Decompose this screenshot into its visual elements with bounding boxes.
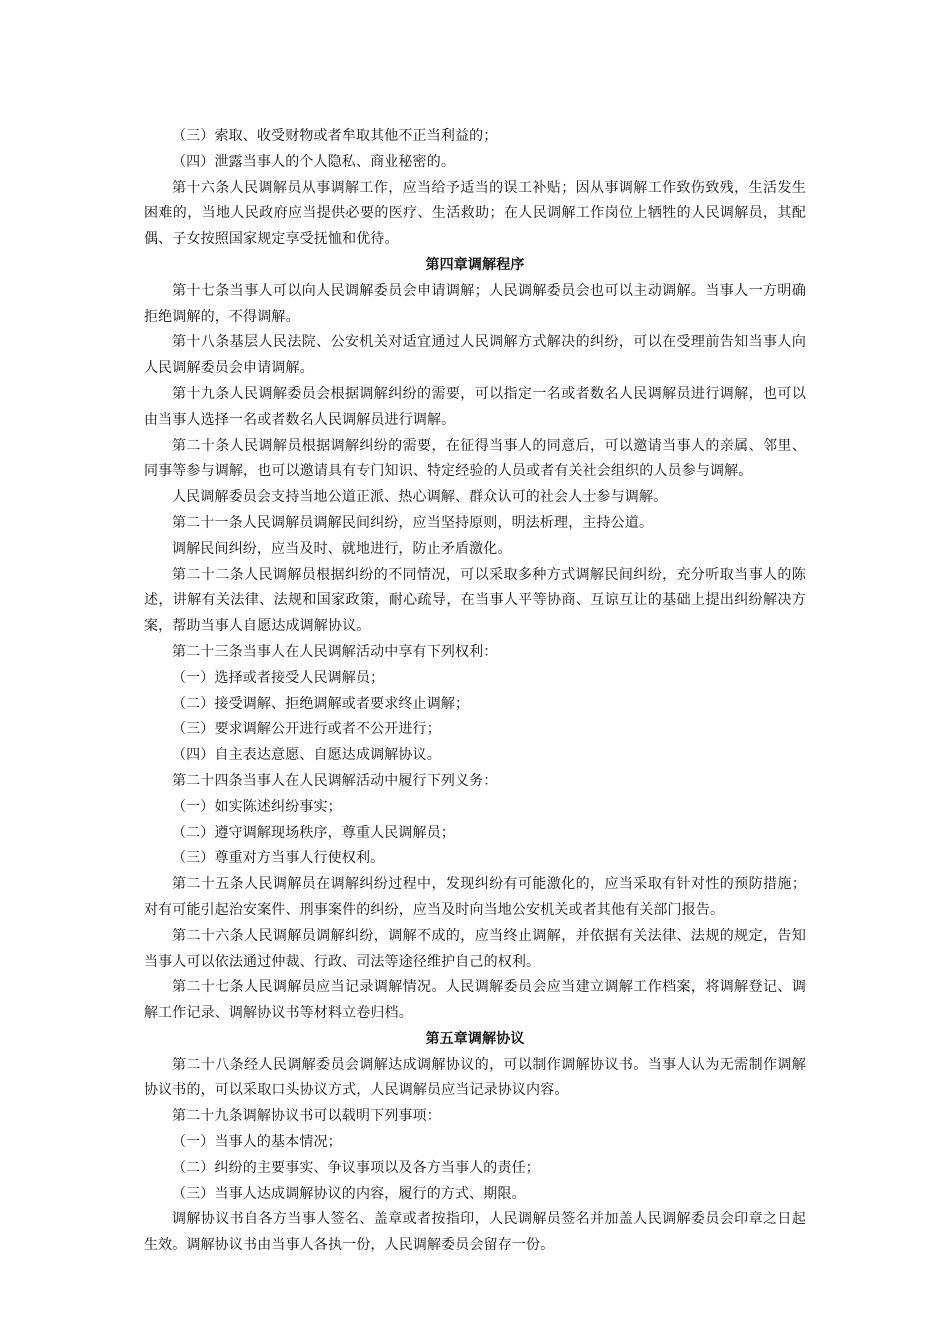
paragraph: （四）泄露当事人的个人隐私、商业秘密的。: [172, 153, 455, 170]
paragraph: 人民调解委员会支持当地公道正派、热心调解、群众认可的社会人士参与调解。: [172, 489, 668, 506]
paragraph: （四）自主表达意愿、自愿达成调解协议。: [172, 747, 441, 764]
paragraph: 第二十一条人民调解员调解民间纠纷，应当坚持原则，明法析理，主持公道。: [172, 514, 654, 531]
paragraph: 第二十四条当事人在人民调解活动中履行下列义务：: [172, 772, 498, 789]
paragraph: （三）索取、收受财物或者牟取其他不正当利益的；: [172, 128, 498, 144]
paragraph: （一）如实陈述纠纷事实；: [172, 798, 342, 815]
paragraph: 第二十八条经人民调解委员会调解达成调解协议的，可以制作调解协议书。当事人认为无需制作调解协议书的，可以采取口头协议方式，人民调解员应当记录协议内容。: [144, 1056, 806, 1099]
paragraph: 第二十五条人民调解员在调解纠纷过程中，发现纠纷有可能激化的，应当采取有针对性的预防措施；对有可能引起治安案件、刑事案件的纠纷，应当及时向当地公安机关或者其他有关部门报告。: [144, 876, 806, 918]
paragraph: 第二十九条调解协议书可以载明下列事项：: [172, 1108, 441, 1125]
paragraph: 第十六条人民调解员从事调解工作，应当给予适当的误工补贴；因从事调解工作致伤致残，生活发生困难的，当地人民政府应当提供必要的医疗、生活救助；在人民调解工作岗位上牺牲的人民调解员，其配偶、子女按照国家规定享受抚恤和优待。: [144, 179, 806, 248]
paragraph: （二）接受调解、拒绝调解或者要求终止调解；: [172, 695, 470, 712]
paragraph: （三）尊重对方当事人行使权利。: [172, 850, 385, 867]
paragraph: 第二十七条人民调解员应当记录调解情况。人民调解委员会应当建立调解工作档案，将调解登记、调解工作记录、调解协议书等材料立卷归档。: [144, 979, 806, 1022]
document-page: [144, 124, 806, 1259]
paragraph: （一）选择或者接受人民调解员；: [172, 669, 385, 686]
chapter-heading: 第五章调解协议: [425, 1030, 525, 1047]
paragraph: 调解协议书自各方当事人签名、盖章或者按指印，人民调解员签名并加盖人民调解委员会印章之日起生效。调解协议书由当事人各执一份，人民调解委员会留存一份。: [144, 1211, 806, 1254]
paragraph: 第二十三条当事人在人民调解活动中享有下列权利：: [172, 643, 498, 660]
paragraph: 第十七条当事人可以向人民调解委员会申请调解；人民调解委员会也可以主动调解。当事人一方明确拒绝调解的，不得调解。: [144, 282, 806, 325]
paragraph: 第十九条人民调解委员会根据调解纠纷的需要，可以指定一名或者数名人民调解员进行调解，也可以由当事人选择一名或者数名人民调解员进行调解。: [144, 385, 806, 428]
paragraph: 第二十六条人民调解员调解纠纷，调解不成的，应当终止调解，并依据有关法律、法规的规定，告知当事人可以依法通过仲裁、行政、司法等途径维护自己的权利。: [144, 927, 806, 970]
paragraph: （二）纠纷的主要事实、争议事项以及各方当事人的责任；: [172, 1159, 540, 1176]
paragraph: （三）要求调解公开进行或者不公开进行；: [172, 721, 441, 738]
paragraph: 第十八条基层人民法院、公安机关对适宜通过人民调解方式解决的纠纷，可以在受理前告知当事人向人民调解委员会申请调解。: [144, 334, 806, 377]
paragraph: 第二十条人民调解员根据调解纠纷的需要，在征得当事人的同意后，可以邀请当事人的亲属、邻里、同事等参与调解，也可以邀请具有专门知识、特定经验的人员或者有关社会组织的人员参与调解。: [144, 437, 806, 480]
paragraph: （二）遵守调解现场秩序，尊重人民调解员；: [172, 824, 455, 841]
chapter-heading: 第四章调解程序: [425, 256, 525, 273]
paragraph: （一）当事人的基本情况；: [172, 1134, 342, 1151]
paragraph: 第二十二条人民调解员根据纠纷的不同情况，可以采取多种方式调解民间纠纷，充分听取当事人的陈述，讲解有关法律、法规和国家政策，耐心疏导，在当事人平等协商、互谅互让的基础上提出纠纷解决方案，帮助当事人自愿达成调解协议。: [144, 566, 806, 635]
paragraph: （三）当事人达成调解协议的内容，履行的方式、期限。: [172, 1185, 526, 1202]
paragraph: 调解民间纠纷，应当及时、就地进行，防止矛盾激化。: [172, 540, 512, 557]
